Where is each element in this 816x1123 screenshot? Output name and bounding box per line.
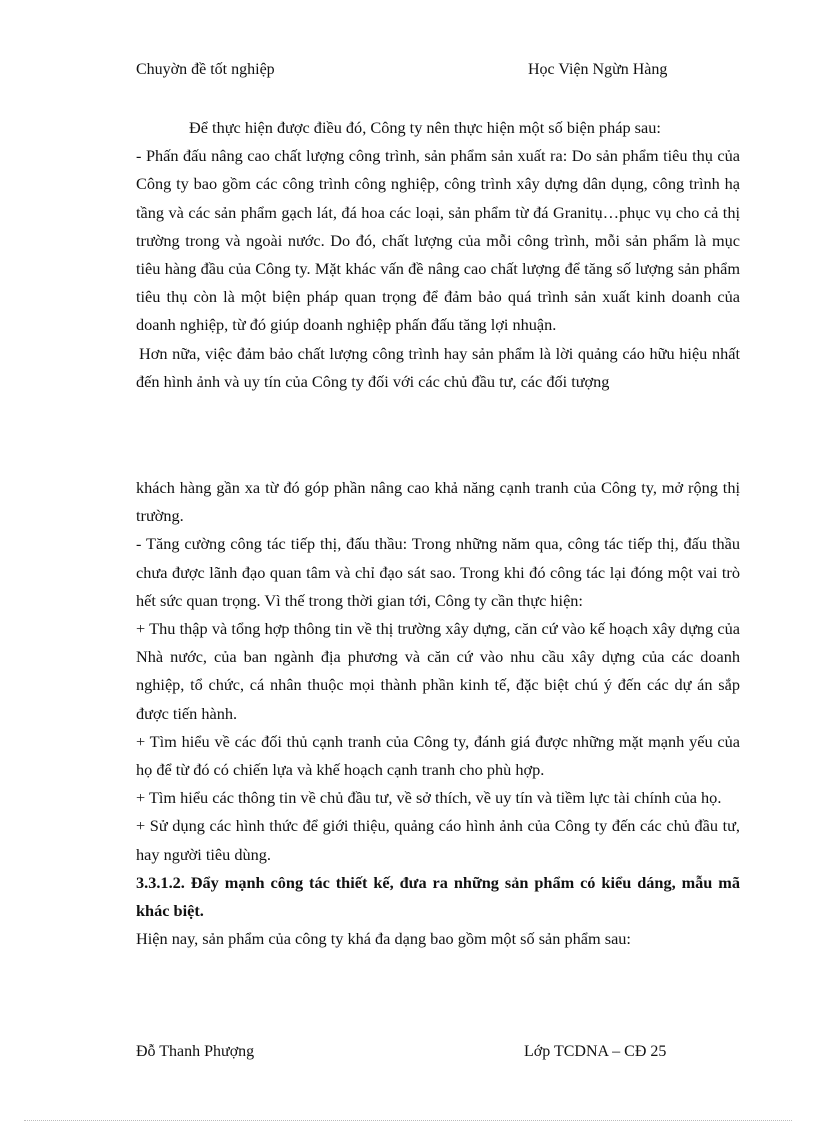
intro-paragraph: Để thực hiện được điều đó, Công ty nên thực hiện một số biện pháp sau: [189,118,661,137]
body-section-lower [136,474,740,953]
list-item-promotion: + Sử dụng các hình thức để giới thiệu, quảng cáo hình ảnh của Công ty đến các chủ đầu tư, hay người tiêu dùng. [136,816,740,864]
list-item-investors: + Tìm hiểu các thông tin về chủ đầu tư, về sở thích, về uy tín và tiềm lực tài chính của họ. [136,788,722,808]
continuation-paragraph: khách hàng gần xa từ đó góp phần nâng cao khả năng cạnh tranh của Công ty, mở rộng thị trường. [136,478,740,526]
header-institution: Học Viện Ngừn Hàng [528,61,668,78]
header-document-type: Chuyờn đề tốt nghiệp [136,61,275,78]
footer-class: Lớp TCDNA – CĐ 25 [524,1043,667,1060]
list-item-market-info: + Thu thập và tổng hợp thông tin về thị trường xây dựng, căn cứ vào kế hoạch xây dựng của Nhà nước, của ban ngành địa phương và căn cứ vào nhu cầu xây dựng của các doanh nghiệp, tổ chức, cá nhân thuộc mọi thành phần kinh tế, đặc biệt chú ý đến các dự án sắp được tiến hành. [136,619,740,723]
page-bottom-divider [24,1120,792,1121]
quality-improvement-paragraph: - Phấn đấu nâng cao chất lượng công trình, sản phẩm sản xuất ra: Do sản phẩm tiêu thụ của Công ty bao gồm các công trình công nghiệp, công trình xây dựng dân dụng, công trình hạ tầng và các sản phẩm gạch lát, đá hoa các loại, sản phẩm từ đá Granitụ…phục vụ cho cả thị trường trong và ngoài nước. Do đó, chất lượng của mỗi công trình, mỗi sản phẩm là mục tiêu hàng đầu của Công ty. Mặt khác vấn đề nâng cao chất lượng để tăng số lượng sản phẩm tiêu thụ còn là một biện pháp quan trọng để đảm bảo quá trình sản xuất kinh doanh của doanh nghiệp, từ đó giúp doanh nghiệp phấn đấu tăng lợi nhuận. [136,146,740,335]
products-intro-paragraph: Hiện nay, sản phẩm của công ty khá đa dạng bao gồm một số sản phẩm sau: [136,929,631,949]
quality-advertising-paragraph: Hơn nữa, việc đảm bảo chất lượng công trình hay sản phẩm là lời quảng cáo hữu hiệu nhất đến hình ảnh và uy tín của Công ty đối với các chủ đầu tư, các đối tượng [136,343,740,391]
section-heading: 3.3.1.2. Đẩy mạnh công tác thiết kế, đưa ra những sản phẩm có kiểu dáng, mẫu mã khác biệt. [136,872,740,921]
marketing-bidding-paragraph: - Tăng cường công tác tiếp thị, đấu thầu: Trong những năm qua, công tác tiếp thị, đấu thầu chưa được lãnh đạo quan tâm và chỉ đạo sát sao. Trong khi đó công tác lại đóng một vai trò hết sức quan trọng. Vì thế trong thời gian tới, Công ty cần thực hiện: [136,534,740,610]
list-item-competitors: + Tìm hiểu về các đối thủ cạnh tranh của Công ty, đánh giá được những mặt mạnh yếu của họ để từ đó có chiến lựa và khế hoạch cạnh tranh cho phù hợp. [136,731,740,780]
footer-author: Đỗ Thanh Phượng [136,1043,255,1060]
body-section-upper [136,114,740,396]
